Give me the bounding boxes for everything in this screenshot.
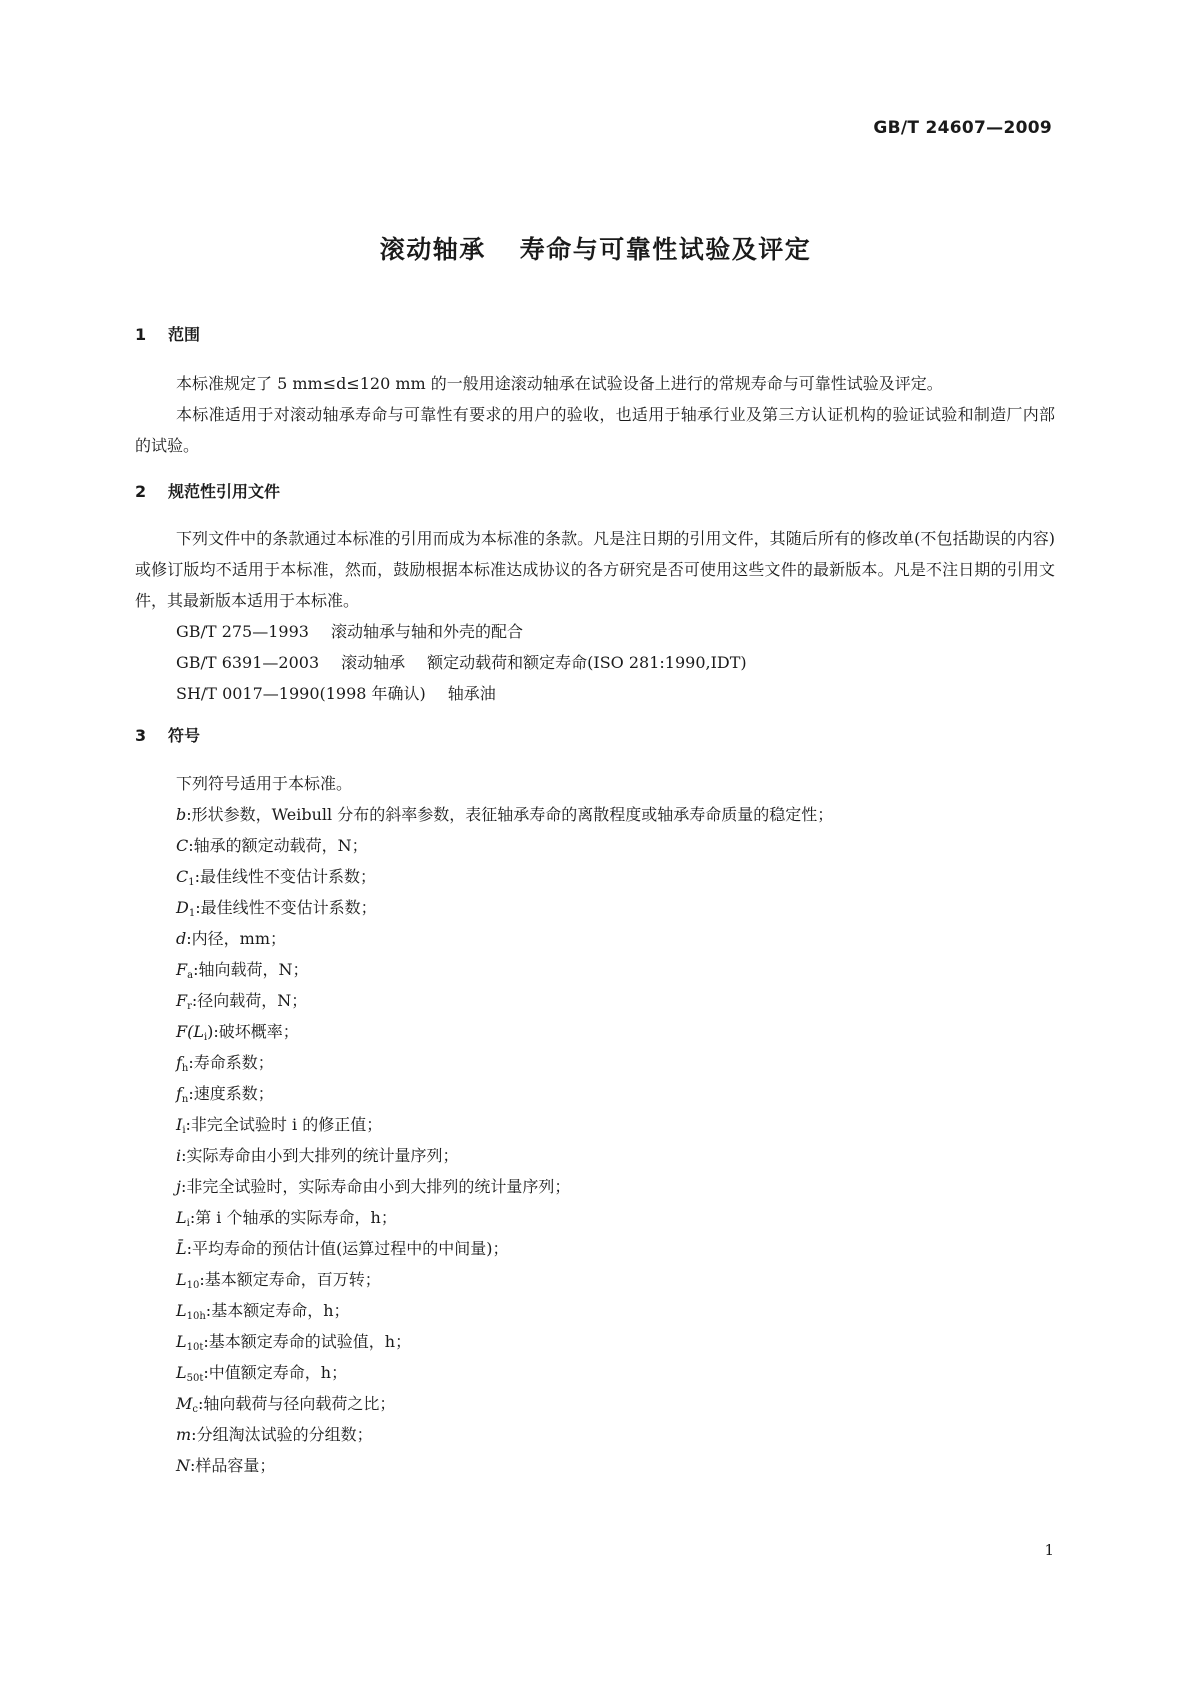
symbol: I — [176, 1115, 183, 1134]
reference-title-continued: 额定动载荷和额定寿命(ISO 281:1990,IDT) — [427, 653, 747, 672]
symbol-subscript: r — [187, 1001, 192, 1012]
symbol: L — [176, 1332, 187, 1351]
reference-code: GB/T 6391—2003 — [176, 653, 320, 672]
symbol-description: :径向载荷，N； — [191, 991, 308, 1010]
symbol-definition — [135, 799, 1055, 830]
symbol-description: :轴向载荷与径向载荷之比； — [198, 1394, 396, 1413]
symbol-subscript: h — [181, 1063, 189, 1074]
symbol-subscript: i — [203, 1032, 208, 1043]
symbol-definition — [135, 1419, 1055, 1450]
symbol-description: :中值额定寿命，h； — [203, 1363, 348, 1382]
reference-item — [135, 647, 1055, 678]
symbol-definition — [135, 1171, 1055, 1202]
symbol-definition — [135, 923, 1055, 954]
reference-title: 滚动轴承与轴和外壳的配合 — [330, 622, 523, 641]
symbol-definition — [135, 1357, 1055, 1388]
symbol-definition — [135, 861, 1055, 892]
symbol: L — [176, 1270, 187, 1289]
symbol: i — [176, 1146, 182, 1165]
symbol-definition — [135, 1202, 1055, 1233]
symbol-description: :速度系数； — [188, 1084, 274, 1103]
page-number: 1 — [1044, 1541, 1054, 1559]
section-1-heading — [135, 323, 1055, 347]
symbol-definition — [135, 1140, 1055, 1171]
symbol-definition — [135, 1016, 1055, 1047]
symbol-description: :实际寿命由小到大排列的统计量序列； — [181, 1146, 459, 1165]
symbol: F(L — [176, 1022, 204, 1041]
symbol: F — [176, 991, 188, 1010]
symbols-intro: 下列符号适用于本标准。 — [176, 774, 353, 793]
title-part-1: 滚动轴承 — [379, 235, 486, 264]
section-number: 3 — [135, 726, 147, 745]
symbol: f — [176, 1084, 182, 1103]
symbol-subscript: 10t — [186, 1342, 204, 1353]
section-title: 规范性引用文件 — [168, 482, 281, 501]
section-1-paragraph-2: 本标准适用于对滚动轴承寿命与可靠性有要求的用户的验收，也适用于轴承行业及第三方认证机构的验证试验和制造厂内部的试验。 — [135, 405, 1055, 455]
reference-item — [135, 678, 1055, 709]
symbol-subscript: n — [181, 1094, 189, 1105]
section-number: 1 — [135, 325, 147, 344]
symbol-subscript: 50t — [186, 1373, 204, 1384]
symbol: b — [176, 805, 187, 824]
symbol-description: :寿命系数； — [188, 1053, 274, 1072]
symbol-definition — [135, 892, 1055, 923]
symbol: D — [176, 898, 189, 917]
reference-item — [135, 616, 1055, 647]
symbol: d — [176, 929, 187, 948]
section-number: 2 — [135, 482, 147, 501]
symbol-subscript: 1 — [188, 877, 195, 888]
symbol: C — [176, 867, 189, 886]
symbol-subscript: 10h — [186, 1311, 206, 1322]
symbol-definition — [135, 1233, 1055, 1264]
symbol-description: :轴承的额定动载荷，N； — [188, 836, 368, 855]
symbol-description: :内径，mm； — [186, 929, 286, 948]
symbol-description: :基本额定寿命的试验值，h； — [203, 1332, 412, 1351]
symbol-subscript: c — [192, 1404, 198, 1415]
section-2-heading — [135, 480, 1055, 504]
symbol-subscript: i — [182, 1125, 186, 1136]
symbol: j — [176, 1177, 181, 1196]
symbol-description: :基本额定寿命，百万转； — [199, 1270, 381, 1289]
symbol-description: :分组淘汰试验的分组数； — [191, 1425, 373, 1444]
symbol-description: :最佳线性不变估计系数； — [194, 867, 377, 886]
symbol-list — [135, 799, 1055, 1481]
symbol-subscript: a — [187, 970, 194, 981]
symbol-description: :轴向载荷，N； — [193, 960, 309, 979]
symbol-definition — [135, 985, 1055, 1016]
symbol-description: :平均寿命的预估计值(运算过程中的中间量)； — [186, 1239, 509, 1258]
symbol: m — [176, 1425, 192, 1444]
symbol-subscript: 10 — [186, 1280, 200, 1291]
symbol: L̄ — [176, 1239, 187, 1258]
symbol: L — [176, 1363, 187, 1382]
symbol-description: :基本额定寿命，h； — [205, 1301, 350, 1320]
section-title: 符号 — [168, 726, 201, 745]
reference-code: GB/T 275—1993 — [176, 622, 309, 641]
symbol-description: :最佳线性不变估计系数； — [195, 898, 377, 917]
symbol-definition — [135, 1047, 1055, 1078]
document-title — [0, 230, 1191, 266]
symbol-definition — [135, 830, 1055, 861]
reference-title: 轴承油 — [447, 684, 496, 703]
symbol-subscript: 1 — [188, 908, 196, 919]
symbol: L — [176, 1208, 187, 1227]
section-1-paragraph-1: 本标准规定了 5 mm≤d≤120 mm 的一般用途滚动轴承在试验设备上进行的常规寿命与可靠性试验及评定。 — [176, 374, 943, 393]
symbol-description: ):破坏概率； — [207, 1022, 299, 1041]
section-3-heading — [135, 724, 1055, 748]
symbol-description: :形状参数，Weibull 分布的斜率参数，表征轴承寿命的离散程度或轴承寿命质量的稳定性； — [186, 805, 834, 824]
symbol-description: :第 i 个轴承的实际寿命，h； — [189, 1208, 397, 1227]
reference-code: SH/T 0017—1990(1998 年确认) — [176, 684, 426, 703]
symbol: L — [176, 1301, 187, 1320]
document-body — [135, 323, 1055, 1481]
reference-title: 滚动轴承 — [341, 653, 406, 672]
symbol: M — [176, 1394, 193, 1413]
symbol-definition — [135, 1109, 1055, 1140]
symbol-description: :非完全试验时 i 的修正值； — [185, 1115, 383, 1134]
standard-code: GB/T 24607—2009 — [873, 118, 1052, 138]
symbol: C — [176, 836, 189, 855]
symbol: N — [176, 1456, 190, 1475]
symbol-definition — [135, 1450, 1055, 1481]
section-2-paragraph-1: 下列文件中的条款通过本标准的引用而成为本标准的条款。凡是注日期的引用文件，其随后所有的修改单(不包括勘误的内容)或修订版均不适用于本标准，然而，鼓励根据本标准达成协议的各方研究是否可使用这些文件的最新版本。凡是不注日期的引用文件，其最新版本适用于本标准。 — [135, 529, 1055, 610]
symbol-definition — [135, 1078, 1055, 1109]
symbol: F — [176, 960, 188, 979]
symbol: f — [176, 1053, 182, 1072]
symbol-definition — [135, 1388, 1055, 1419]
symbol-definition — [135, 1295, 1055, 1326]
title-part-2: 寿命与可靠性试验及评定 — [519, 235, 812, 264]
symbol-description: :非完全试验时，实际寿命由小到大排列的统计量序列； — [180, 1177, 571, 1196]
symbol-subscript: i — [186, 1218, 190, 1229]
symbol-definition — [135, 1264, 1055, 1295]
symbol-definition — [135, 1326, 1055, 1357]
symbol-description: :样品容量； — [190, 1456, 276, 1475]
symbol-definition — [135, 954, 1055, 985]
section-title: 范围 — [168, 325, 201, 344]
